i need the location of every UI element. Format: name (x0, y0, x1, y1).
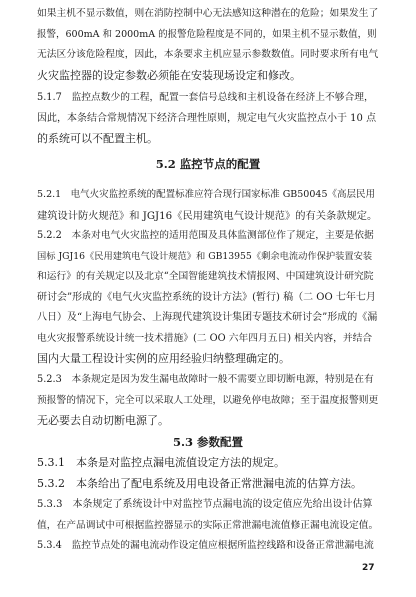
text-line: 火灾监控器的设定参数必须能在安装现场设定和修改。 (37, 68, 301, 82)
text-line: 5.1.7 监控点数少的工程，配置一套信号总线和主机设备在经济上不够合理， (37, 92, 374, 103)
text-line: 无法区分该危险程度，因此，本条要求主机应显示参数数值。同时要求所有电气 (37, 49, 379, 60)
paragraph-intro (37, 4, 379, 86)
text-line: 5.3.2 本条给出了配电系统及用电设备正常泄漏电流的估算方法。 (37, 477, 362, 490)
text-line: 5.2.3 本条规定是因为发生漏电故障时一般不需要立即切断电源，特别是在有 (37, 374, 374, 385)
text-line: 报警，600mA 和 2000mA 的报警危险程度是不同的，如果主机不显示数值，则 (37, 28, 377, 40)
text-line: 5.2.1 电气火灾监控系统的配置标准应符合现行国家标准 GB50045《高层民用 (37, 189, 375, 200)
text-line: 和运行》的有关规定以及北京“全国智能建筑技术情报网、中国建筑设计研究院 (37, 271, 374, 282)
text-line: 国内大量工程设计实例的应用经验归纳整理确定的。 (37, 352, 290, 365)
text-line: 预报警的情况下，完全可以采取人工处理，以避免停电故障；至于温度报警则更 (37, 394, 379, 406)
text-line: 研讨会”形成的《电气火灾监控系统的设计方法》(暂行) 稿（二 OO 七年七月 (37, 291, 376, 303)
text-line: 的系统可以不配置主机。 (37, 132, 158, 145)
text-line: 5.3.3 本条规定了系统设计中对监控节点漏电流的设定值应先给出设计估算 (37, 499, 373, 510)
clause-5-2-3 (37, 370, 379, 432)
text-line: 电火灾报警系统设计统一技术措施》(二 OO 六年四月五日) 相关内容，并结合 (37, 332, 373, 344)
text-line: 建筑设计防火规范》和 JGJ16《民用建筑电气设计规范》的有关条款规定。 (37, 209, 378, 222)
text-line: 5.3.1 本条是对监控点漏电流值设定方法的规定。 (37, 456, 285, 469)
clause-5-3-4 (37, 536, 379, 557)
text-line: 因此，本条结合常规情况下经济合理性原则，规定电气火灾监控点小于 10 点 (37, 112, 377, 124)
clause-5-1-7 (37, 88, 379, 150)
text-line: 5.2.2 本条对电气火灾监控的适用范围及具体监测部位作了规定，主要是依据 (37, 230, 374, 241)
clause-5-3-3 (37, 495, 379, 536)
text-line: 如果主机不显示数值，则在消防控制中心无法感知这种潜在的危险；如果发生了 (37, 8, 379, 19)
text-line: 值，在产品调试中可根据监控器显示的实际正常泄漏电流值修正漏电流设定值。 (37, 519, 379, 531)
clause-5-3-2 (37, 474, 379, 495)
text-line: 无必要去自动切断电源了。 (37, 414, 169, 427)
section-heading-5-2: 5.2 监控节点的配置 (155, 157, 261, 171)
clause-5-2-2 (37, 226, 379, 370)
text-line: 八日）及“上海电气协会、上海现代建筑设计集团专题技术研讨会”形成的《漏 (37, 312, 378, 323)
text-line: 5.3.4 监控节点处的漏电流动作设定值应根据所监控线路和设备正常泄漏电流 (37, 540, 374, 551)
page-number: 27 (362, 563, 375, 573)
section-heading-5-3: 5.3 参数配置 (172, 435, 243, 449)
clause-5-3-1 (37, 453, 379, 474)
text-line: 国标 JGJ16《民用建筑电气设计规范》和 GB13955《剩余电流动作保护装置安装 (37, 250, 373, 262)
clause-5-2-1 (37, 185, 379, 226)
